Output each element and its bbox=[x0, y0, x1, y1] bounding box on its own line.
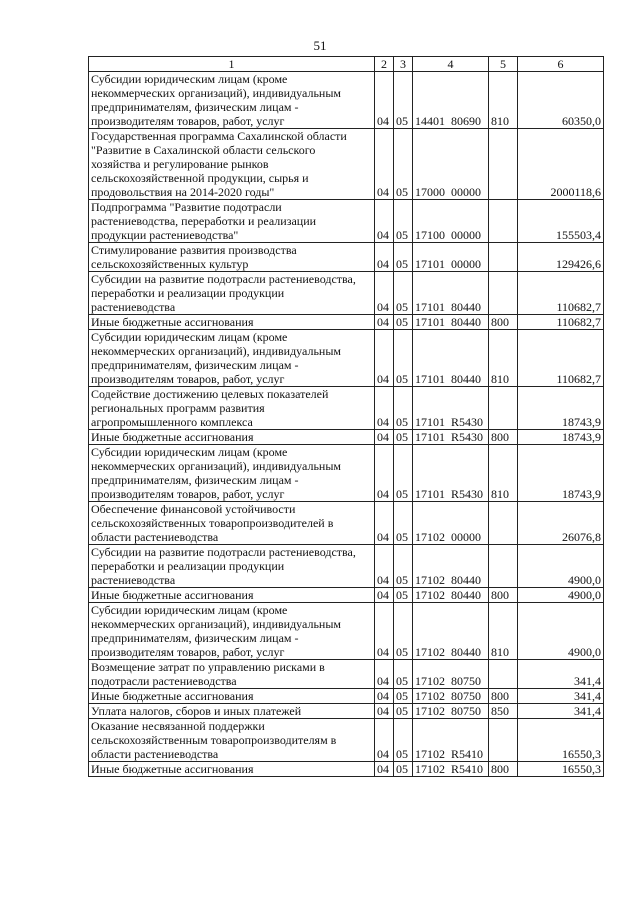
row-name-cell: Субсидии юридическим лицам (кроме некоммерческих организаций), индивидуальным предпринимателям, физическим лицам - производителям товаров, работ, услуг bbox=[89, 603, 375, 660]
target-article-cell: 14401 80690 bbox=[413, 72, 489, 129]
row-name-cell: Иные бюджетные ассигнования bbox=[89, 762, 375, 777]
section-code-cell: 04 bbox=[375, 330, 394, 387]
table-row bbox=[89, 387, 604, 430]
expense-type-cell bbox=[489, 243, 518, 272]
subsection-code-cell: 05 bbox=[394, 272, 413, 315]
section-code-cell: 04 bbox=[375, 719, 394, 762]
amount-cell: 2000118,6 bbox=[518, 129, 604, 200]
expense-type-cell: 800 bbox=[489, 588, 518, 603]
target-article-cell: 17102 80750 bbox=[413, 689, 489, 704]
table-row bbox=[89, 704, 604, 719]
expense-type-cell: 810 bbox=[489, 445, 518, 502]
target-article-cell: 17102 80440 bbox=[413, 603, 489, 660]
expense-type-cell bbox=[489, 545, 518, 588]
subsection-code-cell: 05 bbox=[394, 588, 413, 603]
expense-type-cell: 800 bbox=[489, 430, 518, 445]
amount-cell: 16550,3 bbox=[518, 719, 604, 762]
expense-type-cell bbox=[489, 200, 518, 243]
expense-type-cell: 800 bbox=[489, 689, 518, 704]
expense-type-cell bbox=[489, 129, 518, 200]
row-name-cell: Субсидии юридическим лицам (кроме некоммерческих организаций), индивидуальным предпринимателям, физическим лицам - производителям товаров, работ, услуг bbox=[89, 445, 375, 502]
amount-cell: 4900,0 bbox=[518, 603, 604, 660]
subsection-code-cell: 05 bbox=[394, 72, 413, 129]
subsection-code-cell: 05 bbox=[394, 243, 413, 272]
expense-type-cell bbox=[489, 272, 518, 315]
row-name-cell: Уплата налогов, сборов и иных платежей bbox=[89, 704, 375, 719]
row-name-cell: Иные бюджетные ассигнования bbox=[89, 315, 375, 330]
section-code-cell: 04 bbox=[375, 72, 394, 129]
section-code-cell: 04 bbox=[375, 129, 394, 200]
row-name-cell: Стимулирование развития производства сельскохозяйственных культур bbox=[89, 243, 375, 272]
target-article-cell: 17101 80440 bbox=[413, 272, 489, 315]
expense-type-cell bbox=[489, 719, 518, 762]
row-name-cell: Обеспечение финансовой устойчивости сельскохозяйственных товаропроизводителей в области растениеводства bbox=[89, 502, 375, 545]
column-header: 5 bbox=[489, 57, 518, 72]
target-article-cell: 17102 80750 bbox=[413, 660, 489, 689]
target-article-cell: 17102 R5410 bbox=[413, 719, 489, 762]
section-code-cell: 04 bbox=[375, 660, 394, 689]
table-row bbox=[89, 330, 604, 387]
amount-cell: 341,4 bbox=[518, 689, 604, 704]
subsection-code-cell: 05 bbox=[394, 603, 413, 660]
amount-cell: 110682,7 bbox=[518, 315, 604, 330]
table-row bbox=[89, 72, 604, 129]
target-article-cell: 17101 00000 bbox=[413, 243, 489, 272]
row-name-cell: Возмещение затрат по управлению рисками в подотрасли растениеводства bbox=[89, 660, 375, 689]
target-article-cell: 17100 00000 bbox=[413, 200, 489, 243]
amount-cell: 341,4 bbox=[518, 660, 604, 689]
section-code-cell: 04 bbox=[375, 704, 394, 719]
amount-cell: 16550,3 bbox=[518, 762, 604, 777]
target-article-cell: 17102 80440 bbox=[413, 588, 489, 603]
table-row bbox=[89, 129, 604, 200]
target-article-cell: 17101 80440 bbox=[413, 315, 489, 330]
subsection-code-cell: 05 bbox=[394, 704, 413, 719]
table-row bbox=[89, 243, 604, 272]
table-row bbox=[89, 719, 604, 762]
column-header: 2 bbox=[375, 57, 394, 72]
row-name-cell: Оказание несвязанной поддержки сельскохозяйственным товаропроизводителям в области растениеводства bbox=[89, 719, 375, 762]
section-code-cell: 04 bbox=[375, 762, 394, 777]
section-code-cell: 04 bbox=[375, 200, 394, 243]
section-code-cell: 04 bbox=[375, 430, 394, 445]
expense-type-cell: 800 bbox=[489, 315, 518, 330]
target-article-cell: 17102 R5410 bbox=[413, 762, 489, 777]
expense-type-cell: 800 bbox=[489, 762, 518, 777]
table-row bbox=[89, 660, 604, 689]
amount-cell: 60350,0 bbox=[518, 72, 604, 129]
subsection-code-cell: 05 bbox=[394, 430, 413, 445]
row-name-cell: Иные бюджетные ассигнования bbox=[89, 689, 375, 704]
table-row bbox=[89, 545, 604, 588]
section-code-cell: 04 bbox=[375, 689, 394, 704]
table-row bbox=[89, 315, 604, 330]
table-row bbox=[89, 200, 604, 243]
subsection-code-cell: 05 bbox=[394, 689, 413, 704]
amount-cell: 26076,8 bbox=[518, 502, 604, 545]
target-article-cell: 17102 80440 bbox=[413, 545, 489, 588]
amount-cell: 110682,7 bbox=[518, 272, 604, 315]
target-article-cell: 17101 R5430 bbox=[413, 430, 489, 445]
column-header: 1 bbox=[89, 57, 375, 72]
target-article-cell: 17000 00000 bbox=[413, 129, 489, 200]
target-article-cell: 17101 R5430 bbox=[413, 445, 489, 502]
column-header: 6 bbox=[518, 57, 604, 72]
table-row bbox=[89, 588, 604, 603]
section-code-cell: 04 bbox=[375, 387, 394, 430]
section-code-cell: 04 bbox=[375, 315, 394, 330]
subsection-code-cell: 05 bbox=[394, 502, 413, 545]
amount-cell: 110682,7 bbox=[518, 330, 604, 387]
target-article-cell: 17102 00000 bbox=[413, 502, 489, 545]
table-row bbox=[89, 762, 604, 777]
row-name-cell: Содействие достижению целевых показателей региональных программ развития агропромышленного комплекса bbox=[89, 387, 375, 430]
section-code-cell: 04 bbox=[375, 545, 394, 588]
table-row bbox=[89, 689, 604, 704]
expense-type-cell: 810 bbox=[489, 72, 518, 129]
subsection-code-cell: 05 bbox=[394, 545, 413, 588]
target-article-cell: 17101 R5430 bbox=[413, 387, 489, 430]
page-number: 51 bbox=[313, 38, 327, 53]
expense-type-cell: 810 bbox=[489, 603, 518, 660]
row-name-cell: Государственная программа Сахалинской области "Развитие в Сахалинской области сельского хозяйства и регулирование рынков сельскохозяйственной продукции, сырья и продовольствия на 2014-2020 годы" bbox=[89, 129, 375, 200]
column-header: 3 bbox=[394, 57, 413, 72]
row-name-cell: Субсидии юридическим лицам (кроме некоммерческих организаций), индивидуальным предпринимателям, физическим лицам - производителям товаров, работ, услуг bbox=[89, 330, 375, 387]
row-name-cell: Иные бюджетные ассигнования bbox=[89, 430, 375, 445]
section-code-cell: 04 bbox=[375, 603, 394, 660]
table-row bbox=[89, 502, 604, 545]
expense-type-cell: 810 bbox=[489, 330, 518, 387]
amount-cell: 18743,9 bbox=[518, 387, 604, 430]
expense-type-cell: 850 bbox=[489, 704, 518, 719]
row-name-cell: Иные бюджетные ассигнования bbox=[89, 588, 375, 603]
amount-cell: 18743,9 bbox=[518, 445, 604, 502]
section-code-cell: 04 bbox=[375, 243, 394, 272]
subsection-code-cell: 05 bbox=[394, 129, 413, 200]
amount-cell: 129426,6 bbox=[518, 243, 604, 272]
row-name-cell: Подпрограмма "Развитие подотрасли растениеводства, переработки и реализации продукции растениеводства" bbox=[89, 200, 375, 243]
subsection-code-cell: 05 bbox=[394, 315, 413, 330]
amount-cell: 155503,4 bbox=[518, 200, 604, 243]
row-name-cell: Субсидии юридическим лицам (кроме некоммерческих организаций), индивидуальным предпринимателям, физическим лицам - производителям товаров, работ, услуг bbox=[89, 72, 375, 129]
table-row bbox=[89, 603, 604, 660]
table-row bbox=[89, 445, 604, 502]
amount-cell: 4900,0 bbox=[518, 545, 604, 588]
section-code-cell: 04 bbox=[375, 588, 394, 603]
expense-type-cell bbox=[489, 387, 518, 430]
subsection-code-cell: 05 bbox=[394, 445, 413, 502]
target-article-cell: 17102 80750 bbox=[413, 704, 489, 719]
subsection-code-cell: 05 bbox=[394, 719, 413, 762]
section-code-cell: 04 bbox=[375, 445, 394, 502]
expense-type-cell bbox=[489, 502, 518, 545]
amount-cell: 18743,9 bbox=[518, 430, 604, 445]
row-name-cell: Субсидии на развитие подотрасли растениеводства, переработки и реализации продукции растениеводства bbox=[89, 272, 375, 315]
table-header-row bbox=[89, 57, 604, 72]
subsection-code-cell: 05 bbox=[394, 200, 413, 243]
row-name-cell: Субсидии на развитие подотрасли растениеводства, переработки и реализации продукции растениеводства bbox=[89, 545, 375, 588]
budget-table bbox=[88, 56, 604, 777]
amount-cell: 341,4 bbox=[518, 704, 604, 719]
table-row bbox=[89, 430, 604, 445]
subsection-code-cell: 05 bbox=[394, 660, 413, 689]
section-code-cell: 04 bbox=[375, 502, 394, 545]
table-row bbox=[89, 272, 604, 315]
section-code-cell: 04 bbox=[375, 272, 394, 315]
amount-cell: 4900,0 bbox=[518, 588, 604, 603]
expense-type-cell bbox=[489, 660, 518, 689]
column-header: 4 bbox=[413, 57, 489, 72]
subsection-code-cell: 05 bbox=[394, 387, 413, 430]
subsection-code-cell: 05 bbox=[394, 762, 413, 777]
target-article-cell: 17101 80440 bbox=[413, 330, 489, 387]
subsection-code-cell: 05 bbox=[394, 330, 413, 387]
